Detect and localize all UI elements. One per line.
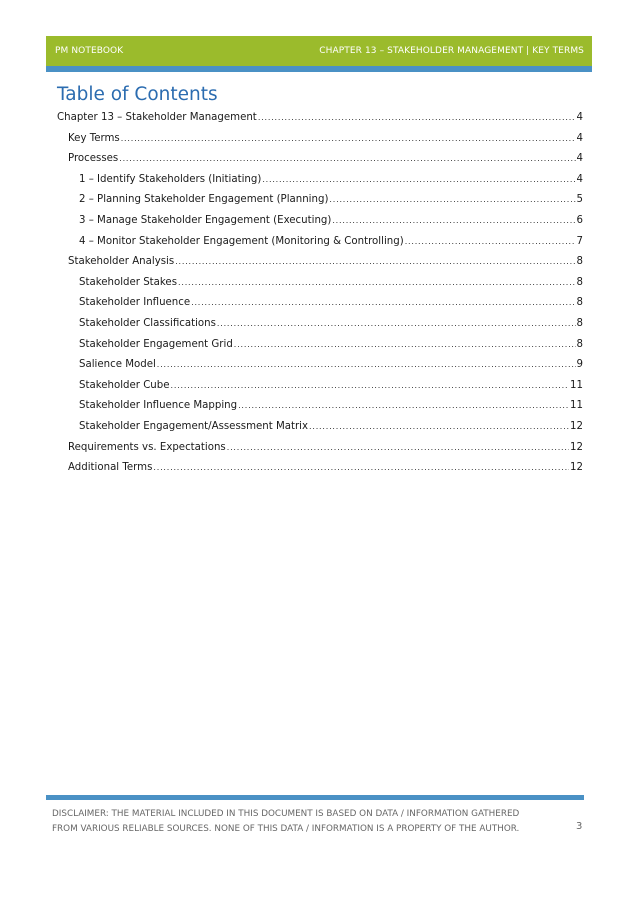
toc-entry-page: 11 [570,379,583,391]
toc-entry-page: 11 [570,400,583,412]
toc-entry-page: 5 [576,194,583,206]
toc-entry-page: 8 [576,338,583,350]
toc-entry-title: Stakeholder Influence Mapping [79,400,238,412]
header-left-title: PM NOTEBOOK [55,46,124,56]
toc-entry[interactable] [79,192,583,208]
toc-entry[interactable] [68,254,583,270]
toc-dot-leader [258,110,576,126]
toc-entry-page: 9 [576,359,583,371]
toc-entry[interactable] [79,316,583,332]
toc-dot-leader [217,316,576,332]
toc-entry-page: 12 [570,421,583,432]
toc-entry-title: Requirements vs. Expectations [68,441,226,453]
toc-entry-title: Stakeholder Cube [79,379,170,391]
toc-entry-page: 4 [576,173,583,185]
toc-entry-title: 1 – Identify Stakeholders (Initiating) [79,173,262,185]
toc-entry-title: Processes [68,153,119,165]
toc-entry-page: 4 [576,153,583,165]
header-divider [46,66,592,72]
toc-entry-title: Stakeholder Engagement/Assessment Matrix [79,421,309,432]
running-header [46,36,592,66]
toc-dot-leader [405,234,576,250]
toc-entry-title: Salience Model [79,359,156,371]
toc-dot-leader [332,213,575,229]
toc-dot-leader [191,295,575,311]
toc-entry-title: 3 – Manage Stakeholder Engagement (Executing) [79,215,332,226]
toc-entry[interactable] [79,234,583,250]
toc-entry-page: 12 [570,462,583,474]
toc-entry-page: 6 [576,215,583,226]
toc-entry-title: Key Terms [68,132,120,144]
toc-title: Table of Contents [57,84,218,105]
header-right-title: CHAPTER 13 – STAKEHOLDER MANAGEMENT | KEY TERMS [319,46,584,56]
toc-entry-title: Stakeholder Classifications [79,318,216,329]
toc-entry-page: 8 [576,318,583,329]
toc-entry-page: 4 [576,112,583,123]
toc-entry-title: 2 – Planning Stakeholder Engagement (Planning) [79,194,329,206]
toc-dot-leader [121,131,576,147]
toc-entry-title: Stakeholder Engagement Grid [79,338,233,350]
toc-entry[interactable] [79,419,583,435]
toc-dot-leader [309,419,569,435]
toc-entry[interactable] [79,398,583,414]
toc-entry[interactable] [57,110,583,126]
toc-dot-leader [227,440,569,456]
toc-entry-page: 8 [576,297,583,309]
footer-disclaimer: DISCLAIMER: THE MATERIAL INCLUDED IN THIS DOCUMENT IS BASED ON DATA / INFORMATION GATHERED FROM VARIOUS RELIABLE SOURCES. NONE OF THIS DATA / INFORMATION IS A PROPERTY OF THE AUTHOR. [52,809,520,834]
toc-entry[interactable] [68,151,583,167]
toc-entry[interactable] [79,275,583,291]
toc-entry-title: Additional Terms [68,462,153,474]
toc-entry[interactable] [79,357,583,373]
toc-entry-title: Stakeholder Analysis [68,256,175,268]
toc-entry-title: Chapter 13 – Stakeholder Management [57,112,257,123]
toc-dot-leader [262,172,575,188]
toc-entry-title: 4 – Monitor Stakeholder Engagement (Monitoring & Controlling) [79,235,404,247]
toc-dot-leader [157,357,576,373]
toc-entry[interactable] [79,295,583,311]
toc-dot-leader [119,151,575,167]
toc-entry-page: 8 [576,276,583,288]
footer-divider [46,795,584,800]
toc-dot-leader [234,337,576,353]
toc-dot-leader [178,275,576,291]
toc-entry[interactable] [68,460,583,476]
toc-dot-leader [153,460,569,476]
toc-entry[interactable] [68,440,583,456]
toc-entry-title: Stakeholder Stakes [79,276,178,288]
toc-entry-page: 8 [576,256,583,268]
toc-entry[interactable] [79,337,583,353]
toc-entry[interactable] [79,172,583,188]
toc-dot-leader [238,398,569,414]
page-number: 3 [576,821,583,832]
toc-entry[interactable] [68,131,583,147]
toc-entry-title: Stakeholder Influence [79,297,191,309]
toc-entry-page: 4 [576,132,583,144]
toc-entry[interactable] [79,378,583,394]
toc-entry[interactable] [79,213,583,229]
toc-dot-leader [329,192,575,208]
toc-entry-page: 7 [576,235,583,247]
toc-entry-page: 12 [570,441,583,453]
toc-dot-leader [171,378,570,394]
toc-dot-leader [175,254,575,270]
